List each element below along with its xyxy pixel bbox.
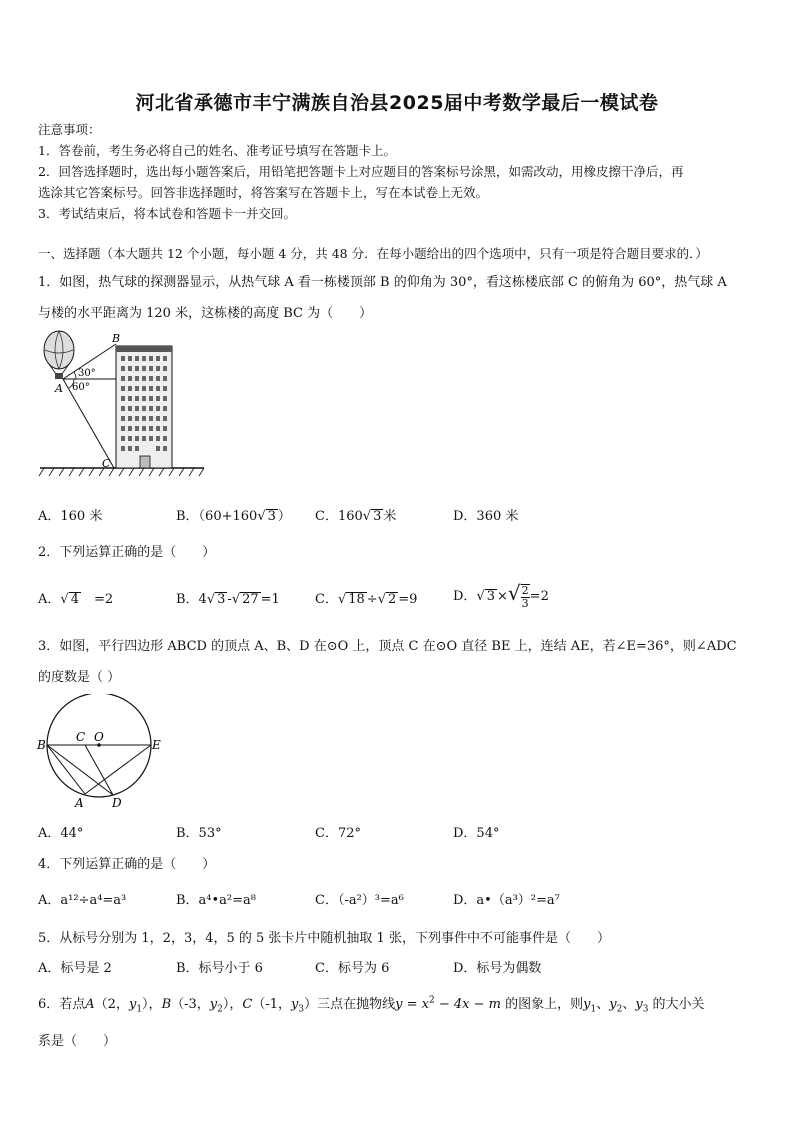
- q1-stem-line2: 与楼的水平距离为 120 米，这栋楼的高度 BC 为（ ）: [38, 306, 373, 321]
- q5-option-b: B．标号小于 6: [176, 961, 263, 976]
- q4-option-d: D．a•（a³）²=a⁷: [453, 893, 560, 908]
- notice-item-2: 2．回答选择题时，选出每小题答案后，用铅笔把答题卡上对应题目的答案标号涂黑，如需改动，用橡皮擦干净后，再: [38, 164, 684, 179]
- q3-fig-label-a: A: [75, 796, 84, 810]
- q2-option-b: B．4√ 3 -√ 27 =1: [176, 592, 280, 607]
- q1-fig-angle-60: 60°: [72, 382, 90, 393]
- q3-fig-label-e: E: [152, 738, 161, 752]
- q4-stem: 4．下列运算正确的是（ ）: [38, 857, 216, 872]
- notice-item-1: 1．答卷前，考生务必将自己的姓名、准考证号填写在答题卡上。: [38, 143, 396, 158]
- q3-option-b: B．53°: [176, 826, 222, 841]
- q1-fig-angle-30: 30°: [78, 368, 96, 379]
- q6-stem-line2: 系是（ ）: [38, 1034, 117, 1049]
- q2-option-c: C．√ 18 ÷√ 2 =9: [315, 592, 418, 607]
- q5-option-a: A．标号是 2: [38, 961, 112, 976]
- q3-fig-label-d: D: [112, 796, 122, 810]
- q4-option-b: B．a⁴•a²=a⁸: [176, 893, 256, 908]
- q3-stem-line2: 的度数是（ ）: [38, 670, 121, 685]
- notice-item-2-cont: 选涂其它答案标号。回答非选择题时，将答案写在答题卡上，写在本试卷上无效。: [38, 185, 489, 200]
- q4-option-c: C．（-a²）³=a⁶: [315, 893, 404, 908]
- q3-option-a: A．44°: [38, 826, 84, 841]
- notice-item-3: 3．考试结束后，将本试卷和答题卡一并交回。: [38, 206, 296, 221]
- q2-stem: 2．下列运算正确的是（ ）: [38, 545, 216, 560]
- q3-figure: [34, 694, 168, 810]
- q4-option-a: A．a¹²÷a⁴=a³: [38, 893, 127, 908]
- q3-option-d: D．54°: [453, 826, 500, 841]
- q5-option-d: D．标号为偶数: [453, 961, 542, 976]
- q5-stem: 5．从标号分别为 1，2，3，4，5 的 5 张卡片中随机抽取 1 张，下列事件中不可能事件是（ ）: [38, 931, 610, 946]
- q3-option-c: C．72°: [315, 826, 361, 841]
- q2-option-d: D．√ 3 ×√ $\frac{2}{3}$ =2: [453, 581, 549, 610]
- notice-heading: 注意事项：: [38, 122, 101, 137]
- q1-option-c: C．160√ 3 米: [315, 509, 397, 524]
- page-title: 河北省承德市丰宁满族自治县2025届中考数学最后一模试卷: [135, 92, 659, 114]
- q1-figure: [36, 326, 208, 478]
- q2-option-a: A．√ 4 =2: [38, 592, 114, 607]
- q3-stem-line1: 3．如图，平行四边形 ABCD 的顶点 A、B、D 在⊙O 上，顶点 C 在⊙O 直径 BE 上，连结 AE，若∠E=36°，则∠ADC: [38, 639, 737, 654]
- section-heading: 一、选择题（本大题共 12 个小题，每小题 4 分，共 48 分．在每小题给出的四个选项中，只有一项是符合题目要求的．）: [38, 246, 708, 261]
- q1-stem-line1: 1．如图，热气球的探测器显示，从热气球 A 看一栋楼顶部 B 的仰角为 30°，看这栋楼底部 C 的俯角为 60°，热气球 A: [38, 275, 727, 290]
- q1-option-d: D．360 米: [453, 509, 519, 524]
- q3-fig-label-c: C: [76, 730, 86, 744]
- q3-fig-label-b: B: [37, 738, 46, 752]
- q3-fig-label-o: O: [94, 730, 104, 744]
- q1-fig-label-c: C: [102, 457, 111, 470]
- q1-option-a: A．160 米: [38, 509, 103, 524]
- q6-stem-line1: 6．若点A（2，$y_1$），B（-3，$y_2$），C（-1，$y_3$）三点在抛物线$y = x^2 - 4x - m$ 的图象上，则$y_1$、$y_2$、$y_3$ 的大小关: [38, 995, 705, 1015]
- q1-option-b: B．（60+160√ 3 ）: [176, 509, 291, 524]
- q1-fig-label-a: A: [55, 382, 63, 395]
- q1-fig-label-b: B: [112, 332, 121, 345]
- q5-option-c: C．标号为 6: [315, 961, 390, 976]
